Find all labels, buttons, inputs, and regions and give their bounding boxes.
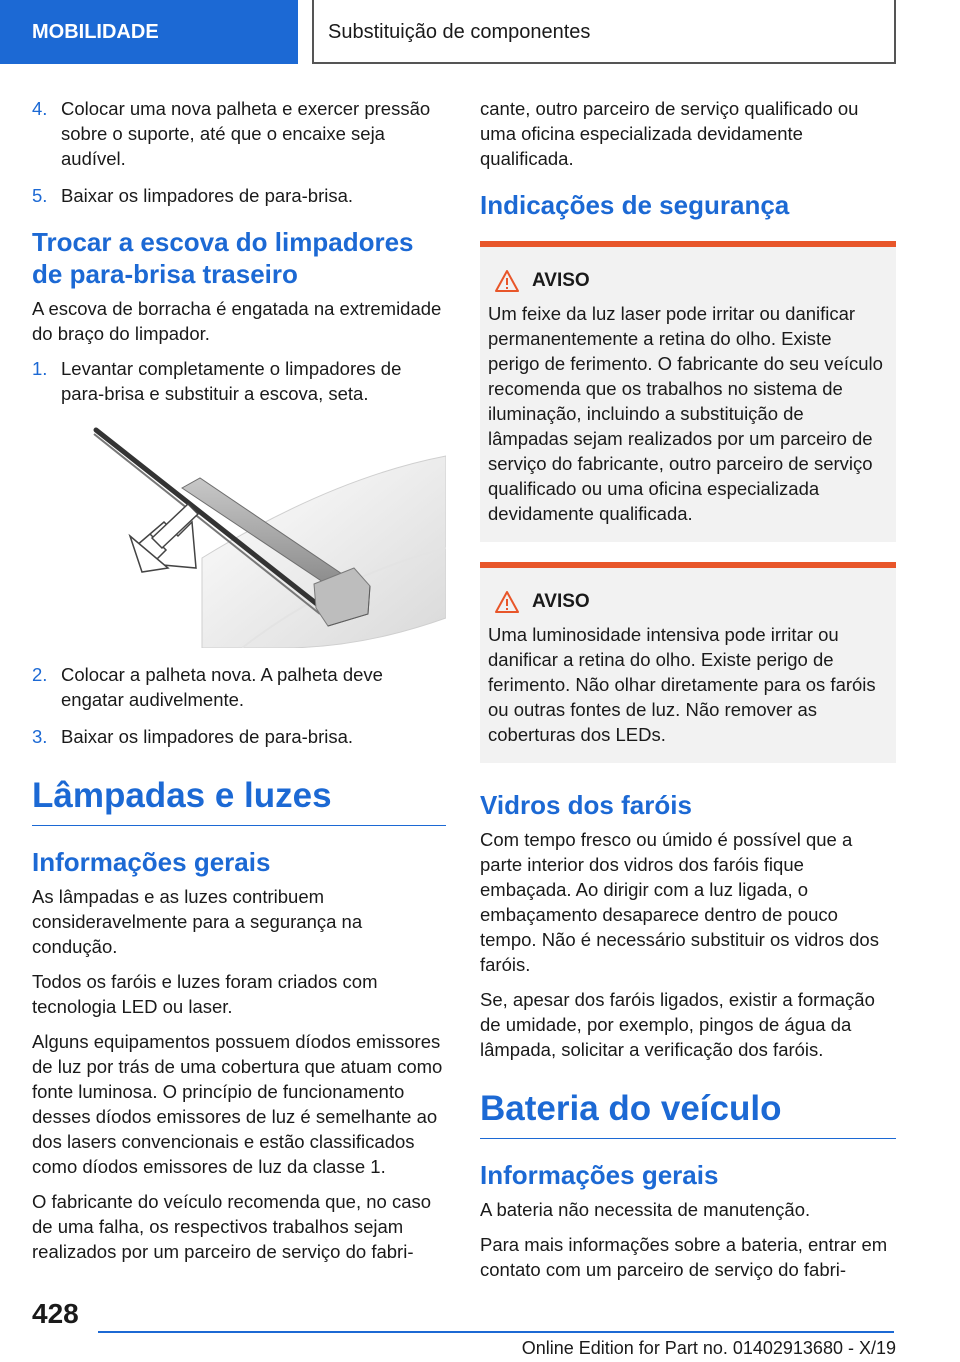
step-number: 4. [32, 98, 48, 119]
paragraph: O fabricante do veículo recomenda que, no caso de uma falha, os respectivos trabalhos sejam realizados por um parceiro de serviço do fabri- [32, 1191, 432, 1262]
paragraph: Se, apesar dos faróis ligados, existir a formação de umidade, por exemplo, pingos de água da lâmpada, solicitar a verificação dos faróis. [480, 989, 875, 1060]
lamps-subheading: Informações gerais [32, 847, 271, 877]
edition-note: Online Edition for Part no. 01402913680 - X/19 [521, 1338, 896, 1358]
paragraph: Alguns equipamentos possuem díodos emissores de luz por trás de uma cobertura que atuam como fonte luminosa. O princípio de funcionamento desses díodos emissores de luz é semelhante ao dos lasers convencionais e estão classificados como díodos emissores de luz da classe 1. [32, 1031, 443, 1177]
warning-triangle-icon [494, 590, 520, 614]
step-item [32, 724, 446, 749]
chapter-title: Substituição de componentes [312, 0, 896, 64]
lamps-heading: Lâmpadas e luzes [32, 775, 446, 826]
step-text: Colocar uma nova palheta e exercer pressão sobre o suporte, até que o encaixe seja audível. [61, 98, 431, 169]
safety-heading: Indicações de segurança [480, 190, 790, 220]
footer-rule [98, 1331, 894, 1333]
page-number: 428 [32, 1298, 79, 1329]
battery-heading: Bateria do veículo [480, 1088, 896, 1139]
step-number: 2. [32, 664, 48, 685]
step-item [32, 356, 446, 406]
warning-header [488, 590, 888, 614]
warning-triangle-icon [494, 269, 520, 293]
paragraph: Todos os faróis e luzes foram criados com tecnologia LED ou laser. [32, 971, 378, 1017]
step-text: Colocar a palheta nova. A palheta deve engatar audivelmente. [61, 664, 383, 710]
rear-wiper-heading: Trocar a escova do limpadores de para-brisa traseiro [32, 227, 414, 289]
paragraph: Para mais informações sobre a bateria, entrar em contato com um parceiro de serviço do fabri- [480, 1234, 888, 1280]
section-tab: MOBILIDADE [0, 0, 298, 64]
warning-text: Um feixe da luz laser pode irritar ou danificar permanentemente a retina do olho. Existe perigo de ferimento. O fabricante do seu veículo recomenda que os trabalhos no sistema de iluminação, incluindo a substituição de lâmpadas sejam realizados por um parceiro de serviço do fabricante, outro parceiro de serviço qualificado ou uma oficina especializada devidamente qualificada. [488, 303, 883, 524]
paragraph: As lâmpadas e as luzes contribuem consideravelmente para a segurança na condução. [32, 886, 363, 957]
step-number: 3. [32, 726, 48, 747]
left-column [32, 96, 446, 1274]
warning-header [488, 269, 888, 293]
step-text: Baixar os limpadores de para-brisa. [61, 726, 354, 747]
warning-box [480, 562, 896, 763]
step-text: Levantar completamente o limpadores de para-brisa e substituir a escova, seta. [61, 358, 402, 404]
paragraph: A bateria não necessita de manutenção. [480, 1199, 811, 1220]
step-item [32, 96, 446, 171]
battery-subheading: Informações gerais [480, 1160, 719, 1190]
headlight-glass-heading: Vidros dos faróis [480, 790, 692, 820]
step-text: Baixar os limpadores de para-brisa. [61, 185, 354, 206]
step-item [32, 662, 446, 712]
warning-text: Uma luminosidade intensiva pode irritar ou danificar a retina do olho. Existe perigo de ferimento. Não olhar diretamente para os faróis ou outras fontes de luz. Não remover as coberturas dos LEDs. [488, 624, 876, 745]
paragraph: Com tempo fresco ou úmido é possível que a parte interior dos vidros dos faróis fique embaçada. Ao dirigir com a luz ligada, o embaçamento desaparece dentro de pouco tempo. Não é necessário substituir os vidros dos faróis. [480, 829, 879, 975]
step-number: 5. [32, 185, 48, 206]
wiper-illustration [32, 418, 446, 648]
step-number: 1. [32, 358, 48, 379]
step-item [32, 183, 446, 208]
warning-label: AVISO [532, 270, 590, 291]
warning-box [480, 241, 896, 542]
warning-label: AVISO [532, 591, 590, 612]
rear-wiper-intro: A escova de borracha é engatada na extremidade do braço do limpador. [32, 298, 442, 344]
paragraph: cante, outro parceiro de serviço qualificado ou uma oficina especializada devidamente qualificada. [480, 98, 859, 169]
right-column [480, 96, 896, 1292]
